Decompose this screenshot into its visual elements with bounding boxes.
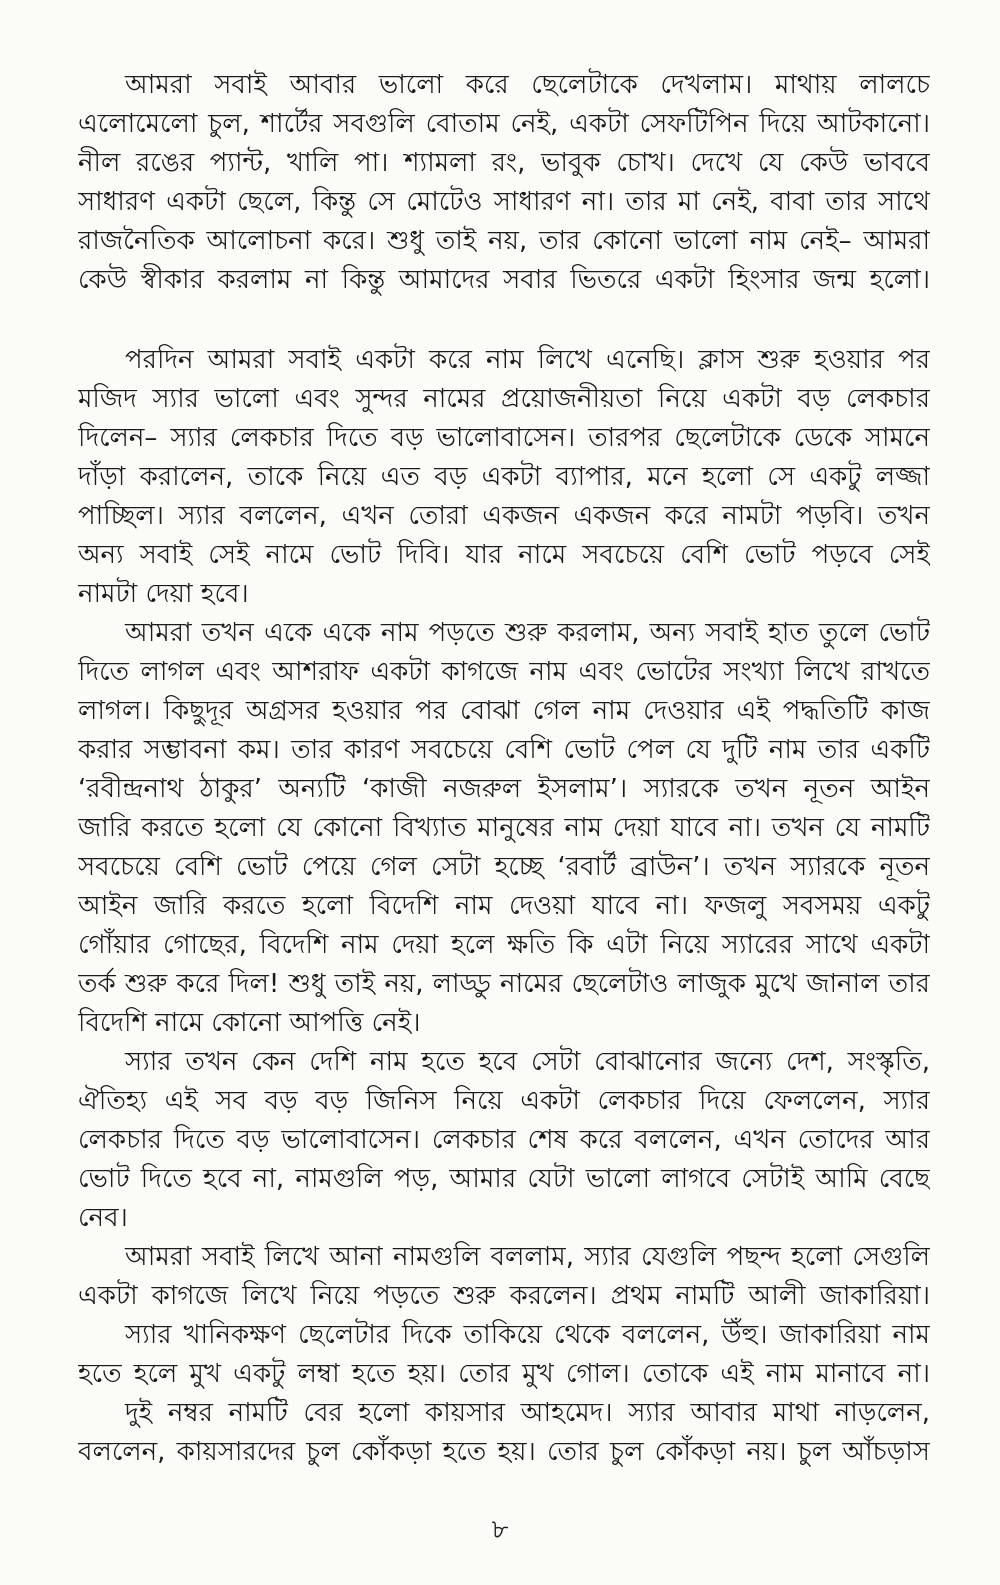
text-line: সবচেয়ে বেশি ভোট পেয়ে গেল সেটা হচ্ছে ‘রবার্ট ব্রাউন’। তখন স্যারকে নূতন — [78, 852, 930, 882]
text-line: ঐতিহ্য এই সব বড় বড় জিনিস নিয়ে একটা লেকচার দিয়ে ফেললেন, স্যার — [78, 1086, 930, 1116]
text-line: নামটা দেয়া হবে। — [78, 579, 249, 609]
text-line: বললেন, কায়সারদের চুল কোঁকড়া হতে হয়। তোর চুল কোঁকড়া নয়। চুল আঁচড়াস — [78, 1437, 930, 1467]
text-line: দিতে লাগল এবং আশরাফ একটা কাগজে নাম এবং ভোটের সংখ্যা লিখে রাখতে — [78, 657, 930, 687]
paragraph — [78, 1238, 930, 1316]
paragraph — [78, 66, 930, 300]
text-line: নেব। — [78, 1203, 128, 1233]
text-line: জারি করতে হলো যে কোনো বিখ্যাত মানুষের নাম দেয়া যাবে না। তখন যে নামটি — [78, 813, 930, 843]
text-line: তর্ক শুরু করে দিল! শুধু তাই নয়, লাড্ডু নামের ছেলেটাও লাজুক মুখে জানাল তার — [78, 969, 930, 999]
text-line: রাজনৈতিক আলোচনা করে। শুধু তাই নয়, তার কোনো ভালো নাম নেই– আমরা — [78, 226, 930, 256]
text-line: দিলেন– স্যার লেকচার দিতে বড় ভালোবাসেন। তারপর ছেলেটাকে ডেকে সামনে — [78, 423, 930, 453]
text-line: অন্য সবাই সেই নামে ভোট দিবি। যার নামে সবচেয়ে বেশি ভোট পড়বে সেই — [78, 540, 930, 570]
paragraph — [78, 1394, 930, 1472]
body-text — [78, 66, 930, 1472]
paragraph — [78, 614, 930, 1043]
text-line: পাচ্ছিল। স্যার বললেন, এখন তোরা একজন একজন করে নামটা পড়বি। তখন — [78, 501, 930, 531]
text-line: আমরা সবাই লিখে আনা নামগুলি বললাম, স্যার যেগুলি পছন্দ হলো সেগুলি — [125, 1242, 930, 1272]
text-line: কেউ স্বীকার করলাম না কিন্তু আমাদের সবার ভিতরে একটা হিংসার জন্ম হলো। — [78, 265, 930, 295]
text-line: লেকচার দিতে বড় ভালোবাসেন। লেকচার শেষ করে বললেন, এখন তোদের আর — [78, 1125, 930, 1155]
text-line: স্যার তখন কেন দেশি নাম হতে হবে সেটা বোঝানোর জন্যে দেশ, সংস্কৃতি, — [125, 1047, 930, 1077]
text-line: পরদিন আমরা সবাই একটা করে নাম লিখে এনেছি। ক্লাস শুরু হওয়ার পর — [125, 345, 930, 375]
text-line: আমরা সবাই আবার ভালো করে ছেলেটাকে দেখলাম। মাথায় লালচে — [125, 70, 930, 100]
text-line: বিদেশি নামে কোনো আপত্তি নেই। — [78, 1008, 421, 1038]
text-line: ভোট দিতে হবে না, নামগুলি পড়, আমার যেটা ভালো লাগবে সেটাই আমি বেছে — [78, 1164, 930, 1194]
paragraph — [78, 1316, 930, 1394]
text-line: লাগল। কিছুদূর অগ্রসর হওয়ার পর বোঝা গেল নাম দেওয়ার এই পদ্ধতিটি কাজ — [78, 696, 930, 726]
text-line: ‘রবীন্দ্রনাথ ঠাকুর’ অন্যটি ‘কাজী নজরুল ইসলাম’। স্যারকে তখন নূতন আইন — [78, 774, 930, 804]
text-line: আমরা তখন একে একে নাম পড়তে শুরু করলাম, অন্য সবাই হাত তুলে ভোট — [125, 618, 930, 648]
text-line: দাঁড়া করালেন, তাকে নিয়ে এত বড় একটা ব্যাপার, মনে হলো সে একটু লজ্জা — [78, 462, 930, 492]
text-line: করার সম্ভাবনা কম। তার কারণ সবচেয়ে বেশি ভোট পেল যে দুটি নাম তার একটি — [78, 735, 930, 765]
text-line: এলোমেলো চুল, শার্টের সবগুলি বোতাম নেই, একটা সেফটিপিন দিয়ে আটকানো। — [78, 109, 930, 139]
text-line: স্যার খানিকক্ষণ ছেলেটার দিকে তাকিয়ে থেকে বললেন, উঁহু। জাকারিয়া নাম — [125, 1320, 930, 1350]
paragraph — [78, 341, 930, 614]
page-number: ৮ — [491, 1515, 509, 1545]
paragraph — [78, 1043, 930, 1238]
text-line: একটা কাগজে লিখে নিয়ে পড়তে শুরু করলেন। প্রথম নামটি আলী জাকারিয়া। — [78, 1281, 930, 1311]
text-line: আইন জারি করতে হলো বিদেশি নাম দেওয়া যাবে না। ফজলু সবসময় একটু — [78, 891, 930, 921]
text-line: মজিদ স্যার ভালো এবং সুন্দর নামের প্রয়োজনীয়তা নিয়ে একটা বড় লেকচার — [78, 384, 930, 414]
text-line: সাধারণ একটা ছেলে, কিন্তু সে মোটেও সাধারণ না। তার মা নেই, বাবা তার সাথে — [78, 187, 930, 217]
text-line: হতে হলে মুখ একটু লম্বা হতে হয়। তোর মুখ গোল। তোকে এই নাম মানাবে না। — [78, 1359, 930, 1389]
text-line: নীল রঙের প্যান্ট, খালি পা। শ্যামলা রং, ভাবুক চোখ। দেখে যে কেউ ভাববে — [78, 148, 930, 178]
text-line: দুই নম্বর নামটি বের হলো কায়সার আহমেদ। স্যার আবার মাথা নাড়লেন, — [125, 1398, 930, 1428]
text-line: গোঁয়ার গোছের, বিদেশি নাম দেয়া হলে ক্ষতি কি এটা নিয়ে স্যারের সাথে একটা — [78, 930, 930, 960]
